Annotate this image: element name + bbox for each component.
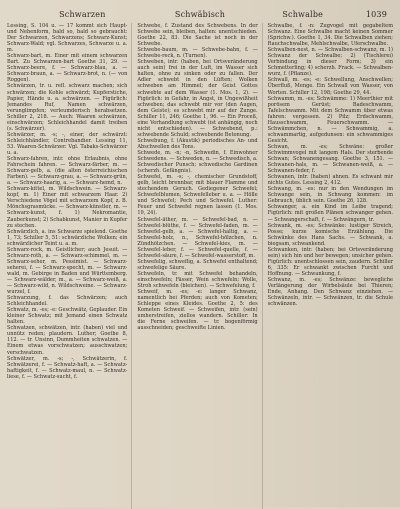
entry: Schwärzen, tr. u. refl. schwarz machen; sich schwärzen; die Kohle schwärzt; Kupferstiche, Papier, Hände u. a. schwärzen. — Figürlich: Jemandes Ruf, Namen schwärzen, verunglimpfen; verleumderisch herabsetzen. Schiller 2, 218. — Auch: Waaren schwärzen, einschwärzen; Schleichhandel damit treiben (s. Schwärzer). — [7, 83, 128, 132]
entry: Schwan, m. -es; Schwäne: großer Schwimmvogel mit langem Hals. Der sterbende Schwan; Schwanengesang. Goethe 3, 151. — Schwanen-hals, m. — Schwanen-weiß, a. — Schwanen-feder, f. — [267, 143, 393, 175]
header-right-word: Schwalbe — [282, 10, 324, 19]
entry: Schwärzer, m. -s; -, einer, der schwärzt: Schleichhändler, Contrebandier. Lessing 11, 53. Waaren-Schwärzer. Vgl. Tabaks-Schwärzer u. a. — [7, 131, 128, 156]
entry: Schweif, m. -es; -e: langer Schwanz, namentlich bei Pferden; auch von Kometen; Schleppe eines Kleides. Goethe 2, 5: des Kometen Schweif. — Schweifen, intr. (sein) umherstreifen, ziellos wandern. Schiller: In die Ferne schweifen. — tr. bogenförmig ausschneiden; geschweifte Linien. — [137, 289, 258, 332]
entry: Schwebung, f. (Akustik) periodisches An- und Abschwellen des Tons. — [137, 137, 258, 150]
header-right-group — [264, 10, 393, 20]
entry: Schwefeln, tr. mit Schwefel behandeln, einschwefeln; Fässer, Wein schwefeln; Wolle, Stroh schwefeln (bleichen). — Schwefelung, f. — [137, 270, 258, 290]
running-header — [7, 6, 393, 20]
entry: Schwätzer, m. -s; -, Schwätzerin, f. Schwätzerei, f. — Schwatz-haft, a. — Schwatz-haftigkeit, f. — Schwatz-maul, n. — Schwatz-liese, f. — Schwatz-sucht, f. — [7, 355, 128, 380]
entry: Schwebe, f. Zustand des Schwebens. In der Schwebe sein, bleiben, halten: unentschieden. Goethe 22, 83. Die Sache ist noch in der Schwebe. — [137, 23, 258, 48]
entry: Schwall, m. -es; -e: Schwellung, Anschwellen; Überfluß, Menge. Ein Schwall von Wasser, von Worten. Schiller 12, 198; Goethe 29, 44. — [267, 77, 393, 96]
page-number: 1039 — [365, 10, 387, 19]
entry: Schwarz-fahren, intr. ohne Erlaubnis, ohne Fahrschein fahren. — Schwarz-färber, m. — Schwarz-gelb, a. (die alten österreichischen Farben). — Schwarz-grau, a. — Schwarz-grün, a. — Schwarz-haarig, a. — Schwarz-hemd, n. — [7, 156, 128, 187]
entry: Schwatz, m. -es; -e: Geschwätz, Geplauder. Ein kleiner Schwatz; mit Jemand einen Schwatz halten. — [7, 307, 128, 326]
header-left-word: Schwarzen — [59, 10, 106, 19]
entry: Schwärzlich, a. ins Schwarze spielend. Goethe 1, 73; Schiller 5, 51: schwärzliche Wolken; ein schwärzlicher Teint u. a. m. — [7, 228, 128, 247]
entry: Lessing, S. 104 u. — 17 kommt sich Haupt- und Nebenform, bald so, bald so gebraucht: Der Schwarzen, Schwarzens; Schwarz-Kunst; Schwarz-Wald; vgl. Schwarzes, Schwarze u. a. m. — [7, 23, 128, 54]
entry: Schwamm, m. -es; Schwämme: 1) Meerthier mit porösem Gerüst; Badeschwamm, Tafelschwamm. Mit dem Schwamm über etwas fahren: vergessen. 2) Pilz; Erdschwamm, Hausschwamm, Feuerschwamm. — Schwämmchen, n. — Schwammig, a. schwammartig, aufgedunsen: ein schwammiges Gesicht. — [267, 95, 393, 144]
entry: Schwarz-rock, m. Geistlicher; auch Jesuit. — Schwarz-roth, a. — Schwarz-schimmel, m. — Schwarz-seher, m. Pessimist. — Schwarz-seherei, f. — Schwarz-specht, m. — Schwarz-wald, m. Gebirge in Baden und Württemberg. — Schwarz-wälder, m., a. — Schwarz-weiß, a. — Schwarz-wild, n. Wildschweine. — Schwarz-wurzel, f. — [7, 246, 128, 296]
entry: Schwanz, m. -es; Schwänze: bewegliche Verlängerung der Wirbelsäule bei Thieren; Ende, Anhang. Den Schwanz einziehen. — Schwänzeln, intr. — Schwänzen, tr. die Schule schwänzen. — [267, 276, 393, 308]
column-right — [268, 23, 393, 509]
entry: Schwatzen, schwätzen, intr. (haben) viel und unnütz reden; plaudern. Luther; Goethe 8, 112. — tr. Unsinn, Dummheiten schwatzen. — Einem etwas vorschwatzen; ausschwatzen; verschwatzen. — [7, 325, 128, 356]
entry: Schwarzung, f. das Schwärzen; auch Schleichhandel. — [7, 295, 128, 308]
header-center-word: Schwäbisch — [174, 10, 226, 19]
text-columns — [7, 23, 393, 509]
entry: Schwanken, intr. (haben; bei Ortsveränderung sein) sich hin und her bewegen; unsicher gehen. Figürlich: unentschlossen sein, zaudern. Schiller 6, 335: Er schwankt zwischen Furcht und Hoffnung. — Schwankung, f. — [267, 246, 393, 277]
entry: Schwalben-nest, n. — Schwalben-schwanz, m. 1) Schwanz der Schwalbe; 2) (Tischlerei) Verbindung in dieser Form; 3) ein Schmetterling; 4) scherzh. Frack. — Schwalben-wurz, f. (Pflanze). — [267, 47, 393, 78]
entry: Schwank, m. -es; Schwänke: lustiger Streich, Posse; kurze komische Erzählung. Die Schwänke des Hans Sachs. — Schwank, a. biegsam, schwankend. — [267, 222, 393, 247]
entry: Schwang, m. -es: nur in den Wendungen im Schwange sein, in Schwang kommen: im Gebrauch, üblich sein. Goethe 26, 128. — [267, 186, 393, 205]
entry: Schwefel-äther, m. — Schwefel-bad, n. — Schwefel-blüthe, f. — Schwefel-faden, m. — Schwefel-gelb, a. — Schwefel-haltig, a. — Schwefel-holz, n., Schwefel-hölzchen, n. Zündhölzchen. — Schwefel-kies, m. — Schwefel-leber, f. — Schwefel-quelle, f. — Schwefel-säure, f. — Schwefel-wasserstoff, m. — [137, 216, 258, 259]
entry: Schwanger, a. ein Kind im Leibe tragend; Figürlich: mit großen Plänen schwanger gehen. — Schwangerschaft, f. — Schwängern, tr. — [267, 204, 393, 223]
entry: Schweben, intr. (haben, bei Ortsveränderung auch sein) frei in der Luft, im Wasser sich halten, ohne zu sinken oder zu fallen. Der Adler schwebt in den Lüften; Wolken schweben am Himmel; der Geist Gottes schwebte auf dem Wasser (1. Mos. 1, 2). — Figürlich: in Gefahr, in Angst, in Ungewißheit schweben; das schwebt mir vor (den Augen, dem Geiste); es schwebt mir auf der Zunge. Schiller 11, 246; Goethe 1, 96. — Ein Proceß, eine Verhandlung schwebt (ist anhängig, noch nicht entschieden). — Schwebend, p.: schwebende Schuld; schwebende Betonung. — [137, 59, 258, 138]
entry: Schwanen, intr. (haben) ahnen. Es schwant mir nichts Gutes. Lessing 2, 412. — [267, 174, 393, 187]
entry: Schwalbe, f. -n: Zugvogel mit gegabeltem Schwanz. Eine Schwalbe macht keinen Sommer (Sprichw.). Goethe 1, 34. Die Schwalben ziehen; Rauchschwalbe, Mehlschwalbe, Uferschwalbe. — [267, 23, 393, 48]
column-left — [7, 23, 132, 509]
entry: Schwebe-baum, m. — Schwebe-bahn, f. — Schwebe-reck, n. (Turnen). — [137, 47, 258, 60]
entry: Schwede, m. -n; -n, Schwedin, f. Einwohner Schwedens. — Schweden, n. — Schwedisch, a. Schwedischer Punsch; schwedische Gardinen (scherzh. Gefängnis). — [137, 149, 258, 175]
entry: Schwarz-kittel, m. Wildschwein. — Schwarz-kopf, m. 1) Einer mit schwarzem Haar. 2) Verschiedene Vögel mit schwarzem Kopf, z. B. Mönchsgrasmücke. — Schwarz-künstler, m. — Schwarz-kunst, f. 1) Nekromantie, Zauberkunst; 2) Schabkunst, Manier in Kupfer zu stechen. — [7, 186, 128, 229]
entry: Schwefel, m. -s; -, chemischer Grundstoff, gelb, leicht brennbar, mit blauer Flamme und stechendem Geruch. Gediegener Schwefel; Schwefelblumen, Schwefelleber u. a. — Hölle und Schwefel; Pech und Schwefel. Luther: Feuer und Schwefel regnen lassen (1. Mos. 19, 24). — [137, 174, 258, 217]
entry: Schwefelig, schweflig, a. Schwefel enthaltend; schwefelige Säure. — [137, 258, 258, 271]
entry: Schwarz-bart, m. Einer mit einem schwarzen Bart. Zu Schwarzen-bart Goethe 31, 29. — Schwarz-beere, f. — Schwarz-blau, a. — Schwarz-braun, a. — Schwarz-brot, n. (— von Roggen). — [7, 53, 128, 84]
column-middle — [137, 23, 262, 509]
